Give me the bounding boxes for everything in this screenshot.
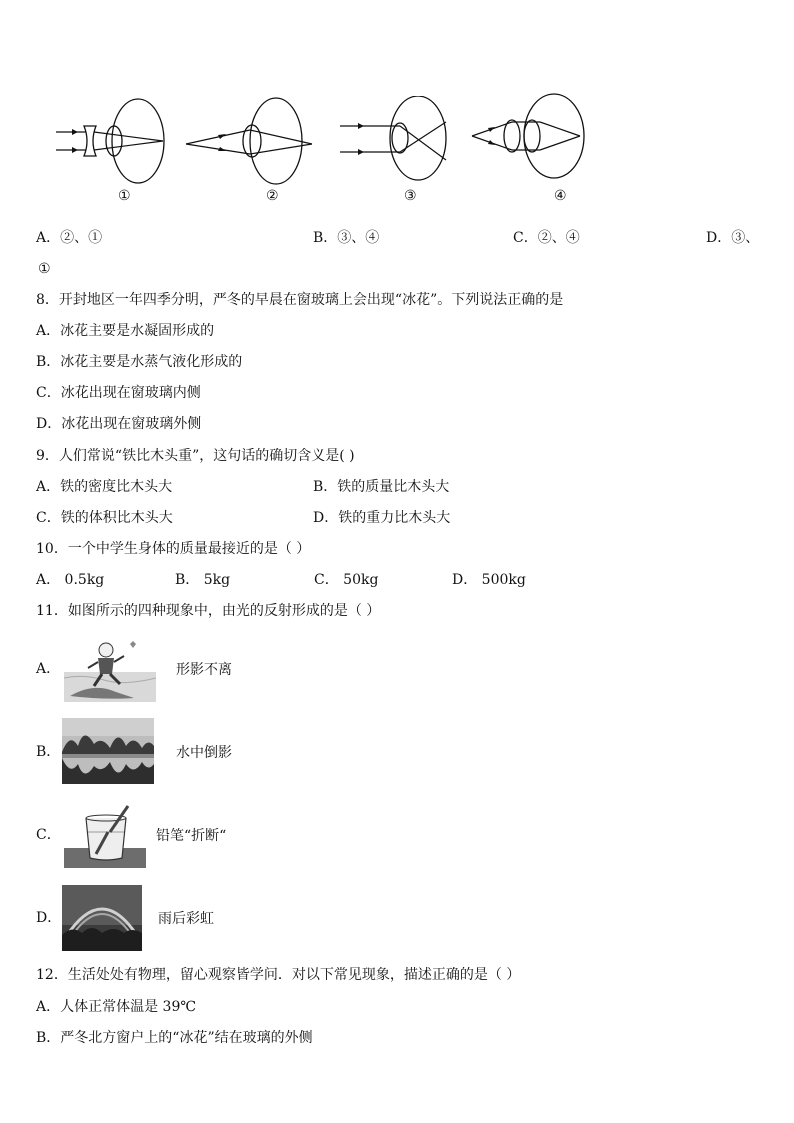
q8-stem: 8．开封地区一年四季分明，严冬的早晨在窗玻璃上会出现“冰花”。下列说法正确的是 [36, 292, 564, 308]
q12-stem: 12．生活处处有物理，留心观察皆学问．对以下常见现象，描述正确的是（ ） [36, 967, 521, 983]
q10-option-b: B． 5kg [175, 572, 231, 588]
q7-option-d: D．③、 [706, 230, 760, 246]
figure-label: ② [266, 188, 279, 204]
water-reflection-image [62, 718, 154, 784]
q7-option-a: A．②、① [36, 230, 103, 246]
eye-diagram-4 [468, 90, 592, 208]
figure-label: ③ [404, 188, 417, 204]
q7-option-d-continued: ① [38, 261, 51, 277]
q9-option-d: D．铁的重力比木头大 [313, 510, 451, 526]
q8-option-d: D．冰花出现在窗玻璃外侧 [36, 416, 202, 432]
q11-stem: 11．如图所示的四种现象中，由光的反射形成的是（ ） [36, 603, 381, 619]
q8-option-a: A．冰花主要是水凝固形成的 [36, 323, 215, 339]
q11-option-a-letter: A． [36, 661, 61, 677]
q9-option-a: A．铁的密度比木头大 [36, 479, 173, 495]
bent-pencil-image [64, 802, 146, 868]
q9-stem: 9．人们常说“铁比木头重”，这句话的确切含义是( ) [36, 448, 355, 464]
q11-option-b-caption: 水中倒影 [176, 745, 232, 761]
shadow-image [64, 638, 156, 702]
q11-option-d-letter: D． [36, 910, 62, 926]
q7-option-c: C．②、④ [513, 230, 580, 246]
q12-option-a: A．人体正常体温是 39℃ [36, 999, 197, 1015]
rainbow-image [62, 885, 142, 951]
q9-option-c: C．铁的体积比木头大 [36, 510, 173, 526]
q10-stem: 10．一个中学生身体的质量最接近的是（ ） [36, 541, 311, 557]
q10-option-d: D． 500kg [452, 572, 526, 588]
q11-option-c-caption: 铅笔“折断“ [156, 828, 227, 844]
q8-option-b: B．冰花主要是水蒸气液化形成的 [36, 354, 243, 370]
eye-diagram-3 [336, 96, 460, 208]
q10-option-c: C． 50kg [314, 572, 379, 588]
q10-option-a: A． 0.5kg [36, 572, 105, 588]
q7-option-b: B．③、④ [313, 230, 380, 246]
eye-diagram-1 [50, 96, 170, 208]
q11-option-c-letter: C． [36, 827, 61, 843]
q11-option-a-caption: 形影不离 [176, 662, 232, 678]
eye-diagram-2 [182, 96, 316, 208]
q11-option-b-letter: B． [36, 744, 61, 760]
figure-label: ④ [554, 188, 567, 204]
q8-option-c: C．冰花出现在窗玻璃内侧 [36, 385, 201, 401]
q11-option-d-caption: 雨后彩虹 [158, 911, 214, 927]
figure-label: ① [118, 188, 131, 204]
q9-option-b: B．铁的质量比木头大 [313, 479, 450, 495]
q12-option-b: B．严冬北方窗户上的“冰花”结在玻璃的外侧 [36, 1030, 313, 1046]
